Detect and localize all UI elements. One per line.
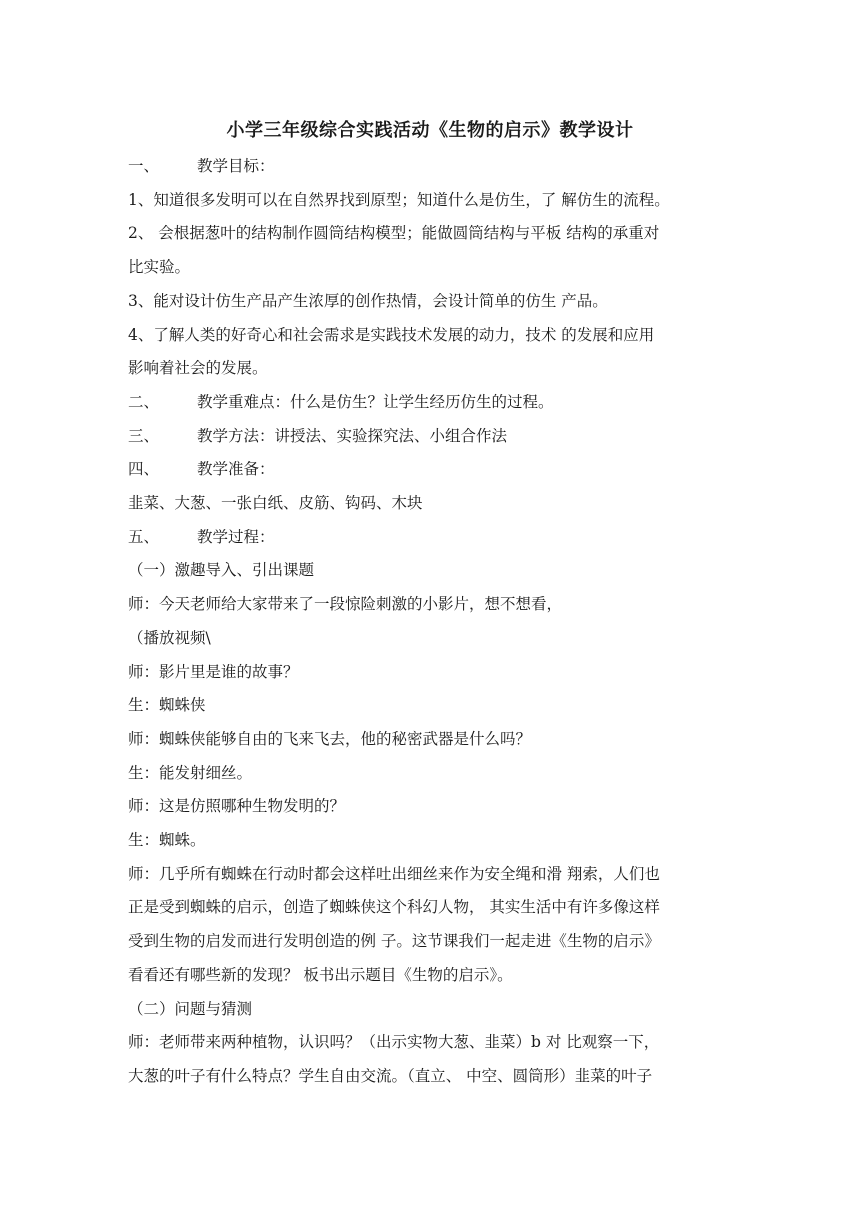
process-line: 生：蜘蛛。 — [128, 831, 206, 850]
section-number: 二、 — [128, 392, 160, 411]
process-line: （播放视频\ — [128, 628, 211, 647]
objective-line: 2、 会根据葱叶的结构制作圆筒结构模型；能做圆筒结构与平板 结构的承重对 — [128, 224, 660, 243]
section-number: 五、 — [128, 527, 160, 546]
section-heading-1 — [128, 150, 738, 184]
process-line: 师：影片里是谁的故事？ — [128, 662, 299, 681]
process-line: 正是受到蜘蛛的启示，创造了蜘蛛侠这个科幻人物， 其实生活中有许多像这样 — [128, 898, 660, 917]
section-number: 四、 — [128, 460, 160, 479]
section-label: 教学重难点：什么是仿生？让学生经历仿生的过程。 — [197, 392, 554, 411]
process-line: 看看还有哪些新的发现？ 板书出示题目《生物的启示》。 — [128, 965, 513, 984]
document-body — [128, 150, 738, 1094]
section-number: 三、 — [128, 426, 160, 445]
process-line: 生：能发射细丝。 — [128, 763, 253, 782]
materials-line: 韭菜、大葱、一张白纸、皮筋、钩码、木块 — [128, 494, 423, 513]
objective-line: 4、了解人类的好奇心和社会需求是实践技术发展的动力，技术 的发展和应用 — [128, 325, 655, 344]
process-line: 大葱的叶子有什么特点？学生自由交流。（直立、 中空、圆筒形）韭菜的叶子 — [128, 1066, 653, 1085]
section-heading-5 — [128, 521, 738, 555]
section-heading-2 — [128, 386, 738, 420]
process-line: （二）问题与猜测 — [128, 999, 253, 1018]
section-number: 一、 — [128, 157, 160, 175]
document-title: 小学三年级综合实践活动《生物的启示》教学设计 — [226, 120, 634, 141]
process-line: （一）激趣导入、引出课题 — [128, 561, 315, 580]
objective-line: 3、能对设计仿生产品产生浓厚的创作热情，会设计简单的仿生 产品。 — [128, 291, 608, 310]
process-line: 生：蜘蛛侠 — [128, 696, 206, 715]
section-label: 教学过程： — [197, 527, 275, 546]
section-label: 教学方法：讲授法、实验探究法、小组合作法 — [197, 426, 508, 445]
objective-line: 影响着社会的发展。 — [128, 359, 268, 378]
process-line: 师：老师带来两种植物，认识吗？（出示实物大葱、韭菜）b 对 比观察一下， — [128, 1033, 660, 1052]
process-line: 师：蜘蛛侠能够自由的飞来飞去，他的秘密武器是什么吗？ — [128, 729, 532, 748]
section-label: 教学准备： — [197, 460, 275, 479]
process-line: 师：几乎所有蜘蛛在行动时都会这样吐出细丝来作为安全绳和滑 翔索，人们也 — [128, 864, 660, 883]
objective-line: 1、知道很多发明可以在自然界找到原型；知道什么是仿生，了 解仿生的流程。 — [128, 190, 670, 209]
process-line: 受到生物的启发而进行发明创造的例 子。这节课我们一起走进《生物的启示》 — [128, 932, 660, 951]
section-heading-3 — [128, 420, 738, 454]
section-label: 教学目标： — [197, 157, 275, 175]
objective-line: 比实验。 — [128, 258, 191, 277]
process-line: 师：今天老师给大家带来了一段惊险刺激的小影片，想不想看， — [128, 595, 563, 614]
section-heading-4 — [128, 453, 738, 487]
process-line: 师：这是仿照哪种生物发明的？ — [128, 797, 346, 816]
